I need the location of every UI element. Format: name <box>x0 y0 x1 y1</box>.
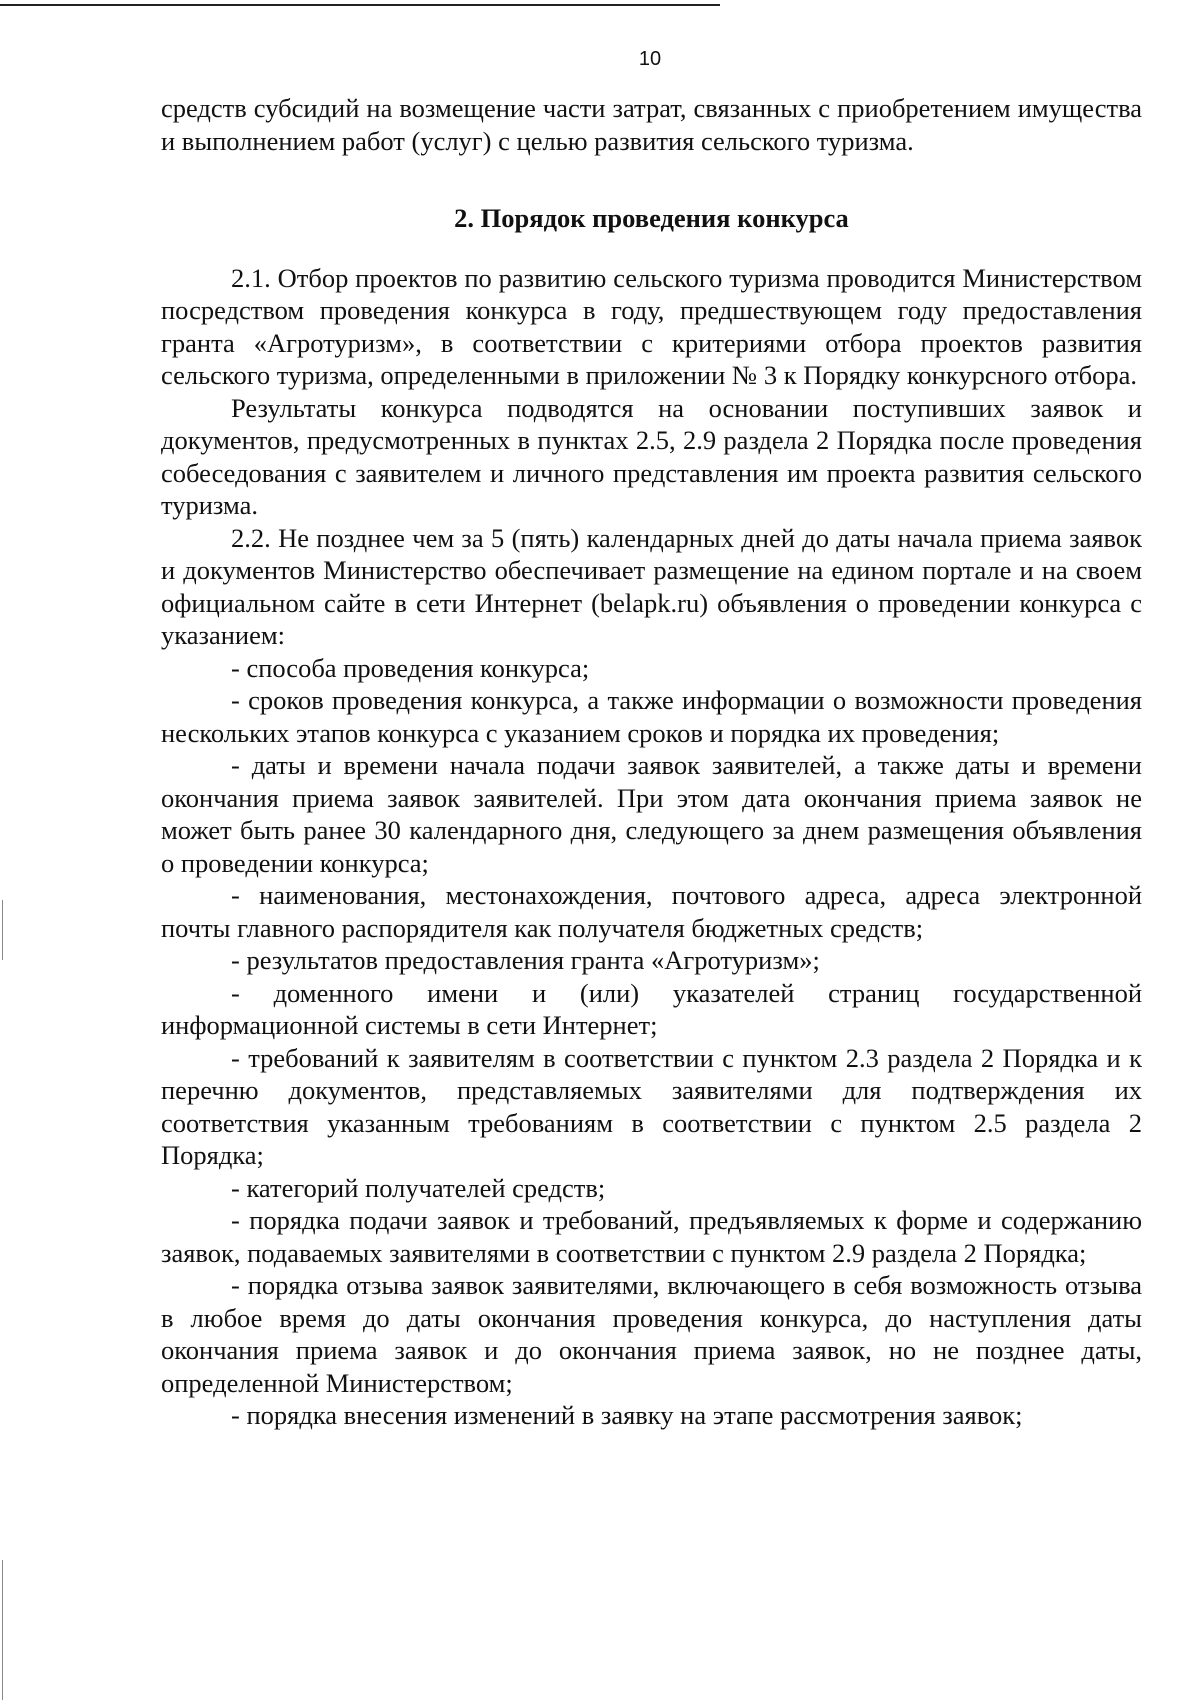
document-body <box>161 92 1142 1432</box>
page-number: 10 <box>638 48 662 70</box>
list-item: - порядка отзыва заявок заявителями, включающего в себя возможность отзыва в любое время до даты окончания проведения конкурса, до наступления даты окончания приема заявок и до окончания приема заявок, но не позднее даты, определенной Министерством; <box>161 1270 1142 1398</box>
list-item: - результатов предоставления гранта «Агротуризм»; <box>231 945 820 975</box>
list-item: - порядка внесения изменений в заявку на этапе рассмотрения заявок; <box>231 1400 1023 1430</box>
list-item: - даты и времени начала подачи заявок заявителей, а также даты и времени окончания приема заявок заявителей. При этом дата окончания приема заявок не может быть ранее 30 календарного дня, следующего за днем размещения объявления о проведении конкурса; <box>161 750 1142 878</box>
scan-top-rule <box>0 4 720 6</box>
paragraph-results: Результаты конкурса подводятся на основании поступивших заявок и документов, предусмотренных в пунктах 2.5, 2.9 раздела 2 Порядка после проведения собеседования с заявителем и личного представления им проекта развития сельского туризма. <box>161 392 1142 520</box>
paragraph-2-2: 2.2. Не позднее чем за 5 (пять) календарных дней до даты начала приема заявок и документов Министерство обеспечивает размещение на едином портале и на своем официальном сайте в сети Интернет (belapk.ru) объявления о проведении конкурса с указанием: <box>161 522 1142 650</box>
intro-paragraph: средств субсидий на возмещение части затрат, связанных с приобретением имущества и выполнением работ (услуг) с целью развития сельского туризма. <box>161 93 1142 156</box>
list-item: - требований к заявителям в соответствии с пунктом 2.3 раздела 2 Порядка и к перечню документов, представляемых заявителями для подтверждения их соответствия указанным требованиям в соответствии с пунктом 2.5 раздела 2 Порядка; <box>161 1042 1142 1170</box>
section-heading: 2. Порядок проведения конкурса <box>454 203 849 233</box>
list-item: - доменного имени и (или) указателей страниц государственной информационной системы в сети Интернет; <box>161 977 1142 1040</box>
list-item: - категорий получателей средств; <box>231 1172 606 1203</box>
list-item: - наименования, местонахождения, почтового адреса, адреса электронной почты главного распорядителя как получателя бюджетных средств; <box>161 880 1142 943</box>
list-item: - способа проведения конкурса; <box>231 652 590 683</box>
scan-edge-mark <box>2 1560 3 1700</box>
scan-edge-mark <box>2 900 3 960</box>
list-item: - порядка подачи заявок и требований, предъявляемых к форме и содержанию заявок, подаваемых заявителями в соответствии с пунктом 2.9 раздела 2 Порядка; <box>161 1205 1142 1268</box>
paragraph-2-1: 2.1. Отбор проектов по развитию сельского туризма проводится Министерством посредством проведения конкурса в году, предшествующем году предоставления гранта «Агротуризм», в соответствии с критериями отбора проектов развития сельского туризма, определенными в приложении № 3 к Порядку конкурсного отбора. <box>161 262 1142 390</box>
list-item: - сроков проведения конкурса, а также информации о возможности проведения нескольких этапов конкурса с указанием сроков и порядка их проведения; <box>161 685 1142 748</box>
